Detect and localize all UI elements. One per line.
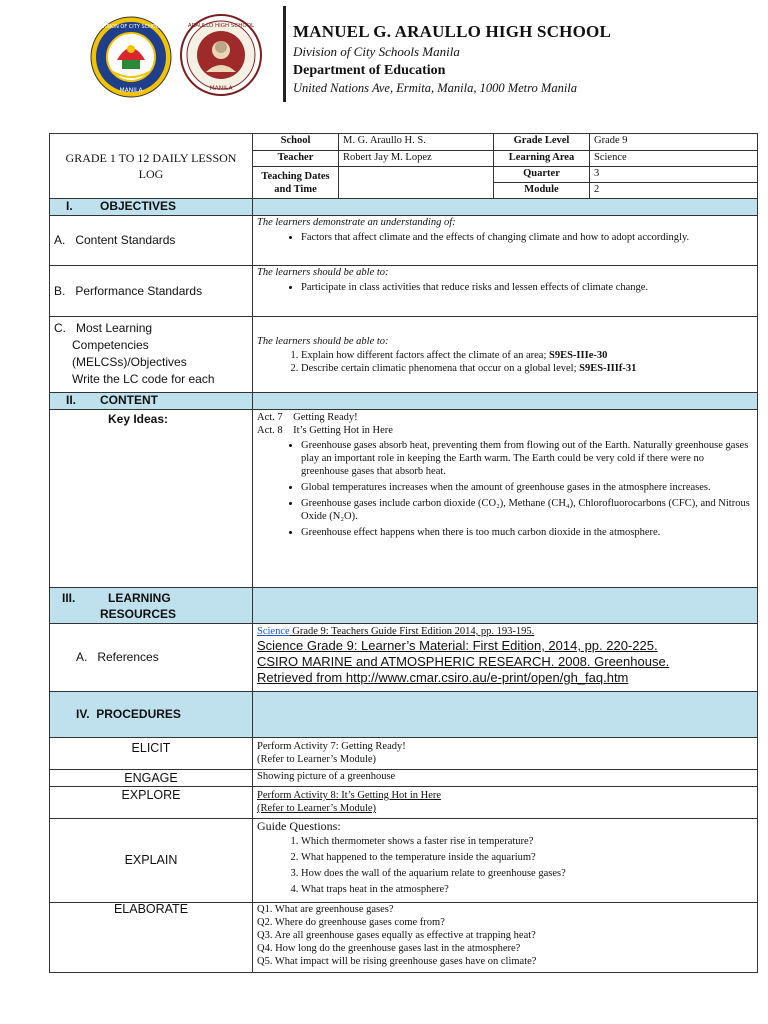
explore-cell xyxy=(253,787,758,819)
header-divider xyxy=(283,6,286,102)
school-address: United Nations Ave, Ermita, Manila, 1000 Metro Manila xyxy=(293,81,578,95)
key-ideas-label: Key Ideas: xyxy=(50,410,253,588)
objectives-heading: I. OBJECTIVES xyxy=(50,199,253,216)
melc-item-1: 1. Explain how different factors affect the climate of an area; S9ES-IIIe-30 xyxy=(301,349,753,362)
reference-teachers-guide: Science Grade 9: Teachers Guide First Edition 2014, pp. 193-195. xyxy=(257,626,535,637)
melc-code-1: S9ES-IIIe-30 xyxy=(549,349,608,361)
key-ideas-list xyxy=(257,439,753,539)
guide-questions-title: Guide Questions: xyxy=(257,819,341,833)
elaborate-question: Q3. Are all greenhouse gases equally as effective at trapping heat? xyxy=(257,930,536,941)
division-name: Division of City Schools Manila xyxy=(293,44,460,59)
reference-csiro: CSIRO MARINE and ATMOSPHERIC RESEARCH. 2008. Greenhouse. xyxy=(257,654,670,669)
content-standards-label: A. Content Standards xyxy=(50,216,253,266)
references-cell xyxy=(253,624,758,692)
elaborate-label: ELABORATE xyxy=(50,903,253,973)
procedures-heading: IV. PROCEDURES xyxy=(50,692,253,738)
guide-question-item: 1. Which thermometer shows a faster rise in temperature? xyxy=(301,834,753,850)
explore-label: EXPLORE xyxy=(50,787,253,819)
guide-question-item: 2. What happened to the temperature inside the aquarium? xyxy=(301,850,753,866)
content-standards-item: • Factors that affect climate and the effects of changing climate and how to adopt accordingly. xyxy=(301,231,753,244)
elaborate-question: Q2. Where do greenhouse gases come from? xyxy=(257,917,445,928)
activity-7: Act. 7 Getting Ready! xyxy=(257,412,358,423)
school-value: M. G. Araullo H. S. xyxy=(339,134,494,151)
teaching-dates-label: Teaching Dates and Time xyxy=(253,167,339,199)
explain-cell xyxy=(253,819,758,903)
melc-label xyxy=(50,317,253,393)
engage-line-1: Showing picture of a greenhouse xyxy=(257,771,396,782)
elaborate-question: Q1. What are greenhouse gases? xyxy=(257,904,394,915)
department-name: Department of Education xyxy=(293,63,446,78)
activity-8: Act. 8 It’s Getting Hot in Here xyxy=(257,425,393,436)
elaborate-question: Q5. What impact will be rising greenhouse gases have on climate? xyxy=(257,956,537,967)
learning-resources-heading-fill xyxy=(253,588,758,624)
science-link[interactable]: Science xyxy=(257,626,290,637)
content-heading: II. CONTENT xyxy=(50,393,253,410)
teacher-value: Robert Jay M. Lopez xyxy=(339,151,494,167)
explore-line-2: (Refer to Learner’s Module) xyxy=(257,803,377,814)
module-label: Module xyxy=(494,183,590,199)
elaborate-cell xyxy=(253,903,758,973)
key-idea-item: • Greenhouse gases absorb heat, preventing them from flowing out of the Earth. Naturally greenhouse gases play an important role in keeping the Earth warm. The Earth could be very cold if there were no greenhouse gases that absorb heat. xyxy=(301,439,753,478)
svg-text:MANILA: MANILA xyxy=(209,85,233,92)
melc-cell xyxy=(253,317,758,393)
guide-question-item: 3. How does the wall of the aquarium relate to greenhouse gases? xyxy=(301,866,753,882)
elicit-cell xyxy=(253,738,758,770)
teacher-label: Teacher xyxy=(253,151,339,167)
teaching-dates-value xyxy=(339,167,494,199)
engage-cell xyxy=(253,770,758,787)
grade-level-value: Grade 9 xyxy=(590,134,758,151)
melc-intro: The learners should be able to: xyxy=(257,335,389,347)
performance-standards-cell xyxy=(253,266,758,317)
school-name: MANUEL G. ARAULLO HIGH SCHOOL xyxy=(293,22,611,41)
procedures-heading-fill xyxy=(253,692,758,738)
svg-text:DIVISION OF CITY SCHOOLS: DIVISION OF CITY SCHOOLS xyxy=(96,24,166,30)
lesson-log-title: GRADE 1 TO 12 DAILY LESSON LOG xyxy=(50,134,253,199)
engage-label: ENGAGE xyxy=(50,770,253,787)
learning-area-label: Learning Area xyxy=(494,151,590,167)
explore-line-1: Perform Activity 8: It’s Getting Hot in Here xyxy=(257,790,442,801)
elaborate-question: Q4. How long do the greenhouse gases last in the atmosphere? xyxy=(257,943,521,954)
module-value: 2 xyxy=(590,183,758,199)
learning-area-value: Science xyxy=(590,151,758,167)
guide-question-item: 4. What traps heat in the atmosphere? xyxy=(301,882,753,898)
performance-standards-label: B. Performance Standards xyxy=(50,266,253,317)
daily-lesson-log-table xyxy=(49,133,758,973)
content-standards-intro: The learners demonstrate an understanding of: xyxy=(257,217,456,228)
svg-text:MANILA: MANILA xyxy=(119,87,143,94)
performance-standards-item: • Participate in class activities that reduce risks and lessen effects of climate change. xyxy=(301,281,753,294)
key-idea-item: • Greenhouse effect happens when there is too much carbon dioxide in the atmosphere. xyxy=(301,526,753,539)
references-label: A. References xyxy=(50,624,253,692)
learning-resources-heading: III. LEARNING RESOURCES xyxy=(50,588,253,624)
key-idea-item: • Global temperatures increases when the amount of greenhouse gases in the atmosphere increases. xyxy=(301,481,753,494)
melc-item-2: 2. Describe certain climatic phenomena that occur on a global level; S9ES-IIIf-31 xyxy=(301,362,753,375)
division-seal-logo xyxy=(90,16,172,98)
melc-label-line-4: Write the LC code for each xyxy=(72,372,215,386)
svg-text:ARAULLO HIGH SCHOOL: ARAULLO HIGH SCHOOL xyxy=(187,23,255,29)
key-ideas-cell xyxy=(253,410,758,588)
elicit-line-1: Perform Activity 7: Getting Ready! xyxy=(257,741,406,752)
objectives-heading-fill xyxy=(253,199,758,216)
performance-standards-intro: The learners should be able to: xyxy=(257,267,389,278)
school-seal-logo xyxy=(180,14,262,96)
content-heading-fill xyxy=(253,393,758,410)
reference-learners-material: Science Grade 9: Learner’s Material: First Edition, 2014, pp. 220-225. xyxy=(257,638,658,653)
key-idea-item: • Greenhouse gases include carbon dioxide (CO₂), Methane (CH₄), Chlorofluorocarbons (CFC), and Nitrous Oxide (N₂O). xyxy=(301,497,753,523)
explain-label: EXPLAIN xyxy=(50,819,253,903)
grade-level-label: Grade Level xyxy=(494,134,590,151)
melc-code-2: S9ES-IIIf-31 xyxy=(579,362,637,374)
melc-label-line-1: C. Most Learning xyxy=(54,321,153,335)
school-label: School xyxy=(253,134,339,151)
elicit-line-2: (Refer to Learner’s Module) xyxy=(257,754,377,765)
elicit-label: ELICIT xyxy=(50,738,253,770)
quarter-value: 3 xyxy=(590,167,758,183)
content-standards-cell xyxy=(253,216,758,266)
melc-label-line-3: (MELCSs)/Objectives xyxy=(72,355,187,369)
reference-csiro-url[interactable]: Retrieved from http://www.cmar.csiro.au/e-print/open/gh_faq.htm xyxy=(257,670,629,685)
melc-label-line-2: Competencies xyxy=(72,338,149,352)
quarter-label: Quarter xyxy=(494,167,590,183)
